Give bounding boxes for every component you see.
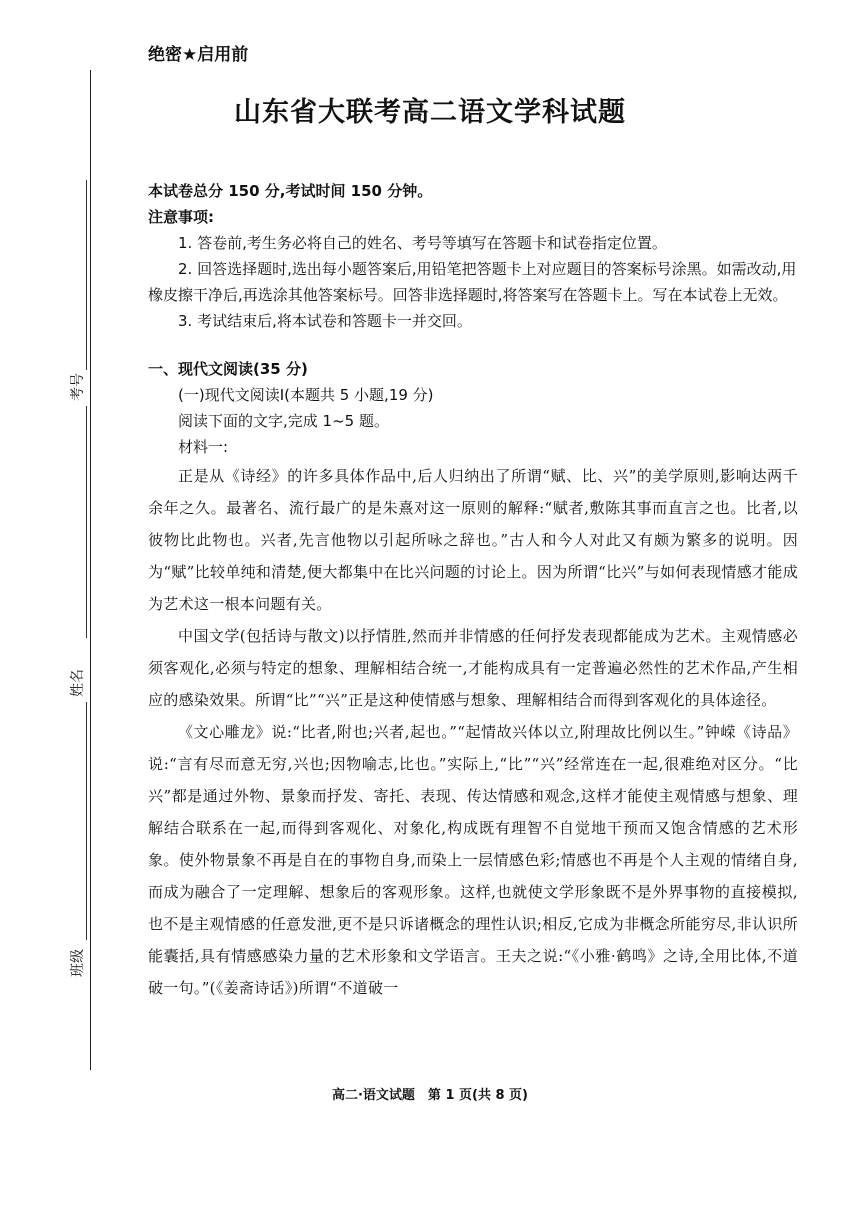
notes-title: 注意事项: [148, 208, 214, 226]
name-blank [86, 470, 87, 638]
material-label: 材料一: [178, 438, 229, 456]
exam-number-blank-lower [86, 406, 87, 470]
confidential-mark: 绝密★启用前 [148, 45, 249, 65]
name-label: 姓名 [70, 669, 86, 697]
exam-content [148, 178, 798, 1004]
section-heading: 一、现代文阅读(35 分) [148, 360, 308, 378]
class-blank [86, 760, 87, 940]
name-blank-lower [86, 702, 87, 766]
side-field-name [66, 470, 92, 760]
material-text [148, 460, 798, 1004]
sub-heading: (一)现代文阅读Ⅰ(本题共 5 小题,19 分) [178, 386, 434, 404]
side-field-exam-number [66, 180, 92, 470]
note-item: 3. 考试结束后,将本试卷和答题卡一并交回。 [178, 312, 472, 330]
note-item: 2. 回答选择题时,选出每小题答案后,用铅笔把答题卡上对应题目的答案标号涂黑。如需改动,用橡皮擦干净后,再选涂其他答案标号。回答非选择题时,将答案写在答题卡上。写在本试卷上无效。 [148, 260, 797, 304]
exam-number-blank [86, 180, 87, 370]
exam-title: 山东省大联考高二语文学科试题 [234, 97, 626, 128]
material-paragraph: 中国文学(包括诗与散文)以抒情胜,然而并非情感的任何抒发表现都能成为艺术。主观情感必须客观化,必须与特定的想象、理解相结合统一,才能构成具有一定普遍必然性的艺术作品,产生相应的感染效果。所谓“比”“兴”正是这种使情感与想象、理解相结合而得到客观化的具体途径。 [148, 627, 798, 709]
material-paragraph: 正是从《诗经》的许多具体作品中,后人归纳出了所谓“赋、比、兴”的美学原则,影响达两千余年之久。最著名、流行最广的是朱熹对这一原则的解释:“赋者,敷陈其事而直言之也。比者,以彼物比此物也。兴者,先言他物以引起所咏之辞也。”古人和今人对此又有颇为繁多的说明。因为“赋”比较单纯和清楚,便大都集中在比兴问题的讨论上。因为所谓“比兴”与如何表现情感才能成为艺术这一根本问题有关。 [148, 467, 798, 613]
side-field-class [66, 760, 92, 1060]
class-label: 班级 [70, 949, 86, 977]
page-footer: 高二·语文试题 第 1 页(共 8 页) [331, 1088, 529, 1103]
reading-instruction: 阅读下面的文字,完成 1~5 题。 [178, 412, 389, 430]
material-paragraph: 《文心雕龙》说:“比者,附也;兴者,起也。”“起情故兴体以立,附理故比例以生。”钟嵘《诗品》说:“言有尽而意无穷,兴也;因物喻志,比也。”实际上,“比”“兴”经常连在一起,很难绝对区分。“比兴”都是通过外物、景象而抒发、寄托、表现、传达情感和观念,这样才能使主观情感与想象、理解结合联系在一起,而得到客观化、对象化,构成既有理智不自觉地干预而又饱含情感的艺术形象。使外物景象不再是自在的事物自身,而染上一层情感色彩;情感也不再是个人主观的情绪自身,而成为融合了一定理解、想象后的客观形象。这样,也就使文学形象既不是外界事物的直接模拟,也不是主观情感的任意发泄,更不是只诉诸概念的理性认识;相反,它成为非概念所能穷尽,非认识所能囊括,具有情感感染力量的艺术形象和文学语言。王夫之说:“《小雅·鹤鸣》之诗,全用比体,不道破一句。”(《姜斋诗话》)所谓“不道破一 [148, 723, 798, 997]
notes-list [148, 230, 798, 334]
exam-total-info: 本试卷总分 150 分,考试时间 150 分钟。 [148, 182, 433, 200]
exam-number-label: 考号 [70, 373, 86, 401]
note-item: 1. 答卷前,考生务必将自己的姓名、考号等填写在答题卡和试卷指定位置。 [178, 234, 667, 252]
